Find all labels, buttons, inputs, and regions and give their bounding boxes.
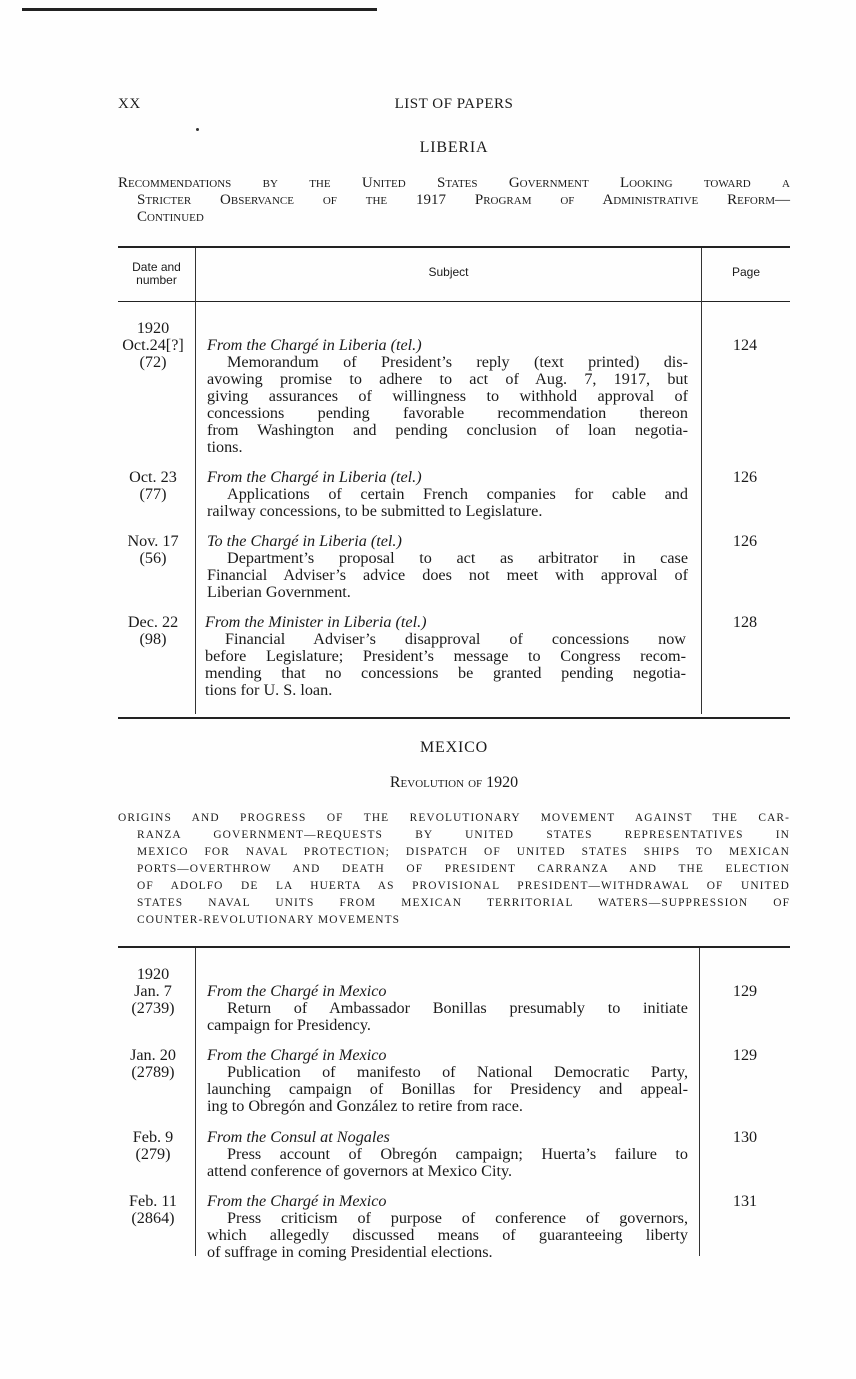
entry-date: Oct. 23 (77) — [129, 468, 177, 503]
ink-speck — [196, 128, 199, 131]
table-top-rule — [118, 246, 790, 248]
entry-page: 124 — [732, 336, 758, 354]
entry-date: Nov. 17 (56) — [127, 532, 179, 567]
column-divider — [701, 248, 702, 714]
subject-heading-line: Continued — [137, 209, 204, 225]
liberia-heading: LIBERIA — [419, 139, 489, 156]
entry-page: 129 — [732, 1046, 758, 1064]
entry-subject: From the Consul at Nogales Press account of Obregón campaign; Huerta’s failure to attend conference of governors at Mexico City. — [207, 1128, 688, 1180]
entry-subject: From the Minister in Liberia (tel.) Financial Adviser’s disapproval of concessions now before Legislature; President’s message to Congress recom- mending that no concessions be granted pending negotia- tions for U. S. loan. — [205, 613, 686, 699]
column-divider — [699, 948, 700, 1256]
mexico-section-description: ORIGINS AND PROGRESS OF THE REVOLUTIONARY MOVEMENT AGAINST THE CAR- RANZA GOVERNMENT—REQUESTS BY UNITED STATES REPRESENTATIVES IN MEXICO FOR NAVAL PROTECTION; DISPATCH OF UNITED STATES SHIPS TO MEXICAN PORTS—OVERTHROW AND DEATH OF PRESIDENT CARRANZA AND THE ELECTION OF ADOLFO DE LA HUERTA AS PROVISIONAL PRESIDENT—WITHDRAWAL OF UNITED STATES NAVAL UNITS FROM MEXICAN TERRITORIAL WATERS—SUPPRESSION OF COUNTER-REVOLUTIONARY MOVEMENTS — [118, 812, 790, 926]
entry-subject: From the Chargé in Mexico Press criticism of purpose of conference of governors, which allegedly discussed means of guaranteeing liberty of suffrage in coming Presidential elections. — [207, 1192, 688, 1261]
entry-subject: From the Chargé in Mexico Return of Ambassador Bonillas presumably to initiate campaign for Presidency. — [207, 982, 688, 1034]
entry-subject: From the Chargé in Liberia (tel.) Applications of certain French companies for cable and railway concessions, to be submitted to Legislature. — [207, 468, 688, 520]
running-head — [118, 96, 790, 116]
table-bottom-rule — [118, 717, 790, 719]
entry-date: Dec. 22 (98) — [127, 613, 179, 648]
entry-page: 129 — [732, 982, 758, 1000]
entry-page: 126 — [732, 532, 758, 550]
entry-date: Oct.24[?] (72) — [122, 336, 184, 371]
entry-page: 131 — [732, 1192, 758, 1210]
table-top-rule — [118, 946, 790, 948]
entry-date: Jan. 7 (2739) — [131, 982, 175, 1017]
mexico-heading: MEXICO — [420, 739, 488, 756]
entry-subject: From the Chargé in Liberia (tel.) Memorandum of President’s reply (text printed) dis- avowing promise to adhere to act of Aug. 7, 1917, but giving assurances of willingness to withhold approval of concessions pending favorable recommendation thereon from Washington and pending conclusion of loan negotia- tions. — [207, 336, 688, 456]
entry-page: 128 — [732, 613, 758, 631]
running-title: LIST OF PAPERS — [394, 96, 514, 112]
column-header-page: Page — [731, 265, 761, 279]
entry-page: 126 — [732, 468, 758, 486]
mexico-section-heading: Revolution of 1920 — [389, 774, 519, 791]
top-rule — [22, 8, 377, 11]
liberia-subject-heading — [118, 175, 790, 226]
entry-date: Feb. 11 (2864) — [129, 1192, 177, 1227]
column-divider — [195, 948, 196, 1256]
page-number: XX — [118, 96, 141, 112]
entry-page: 130 — [732, 1128, 758, 1146]
entry-subject: To the Chargé in Liberia (tel.) Department’s proposal to act as arbitrator in case Financial Adviser’s advice does not meet with approval of Liberian Government. — [207, 532, 688, 601]
header-rule — [118, 301, 790, 302]
entry-date: Jan. 20 (2789) — [130, 1046, 176, 1081]
entry-subject: From the Chargé in Mexico Publication of manifesto of National Democratic Party, launching campaign of Bonillas for Presidency and appeal- ing to Obregón and González to retire from race. — [207, 1046, 688, 1115]
entry-date: Feb. 9 (279) — [132, 1128, 174, 1163]
column-divider — [195, 248, 196, 714]
subject-heading-line: Recommendations by the United States Government Looking toward a — [118, 175, 790, 191]
column-header-subject: Subject — [428, 265, 469, 279]
subject-heading-line: Stricter Observance of the 1917 Program of Administrative Reform— — [137, 192, 790, 208]
column-header-date: Date and number — [132, 260, 181, 287]
